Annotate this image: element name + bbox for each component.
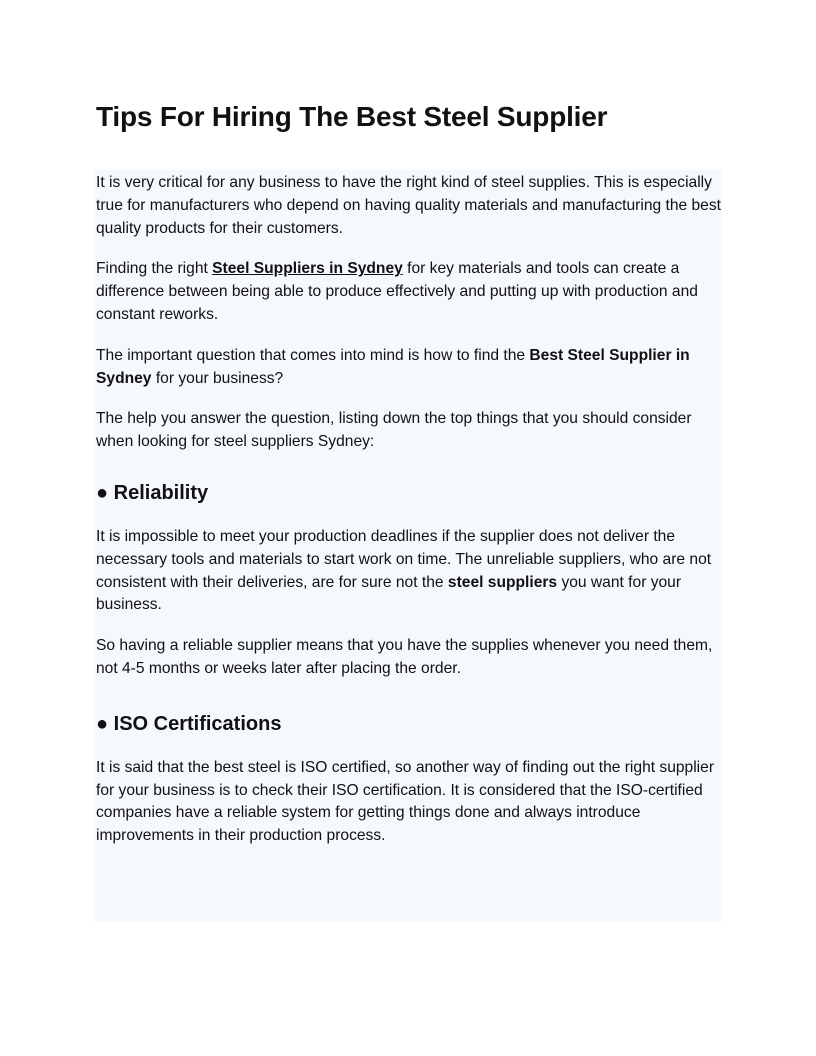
reliability-paragraph (96, 526, 726, 617)
text-segment: It is impossible to meet your production deadlines if the supplier does not deliver the necessary tools and materials to start work on time. The unreliable suppliers, who are not consistent with their deliveries, are for sure not the (96, 527, 712, 591)
iso-heading: ● ISO Certifications (96, 712, 282, 735)
iso-paragraph: It is said that the best steel is ISO certified, so another way of finding out the right supplier for your business is to check their ISO certification. It is considered that the ISO-certified companies have a reliable system for getting things done and always introduce improvements in their production process. (96, 758, 715, 845)
suppliers-paragraph (96, 258, 726, 326)
bold-phrase: Best Steel Supplier in Sydney (96, 346, 690, 387)
text-segment: for key materials and tools can create a difference between being able to produce effectively and putting up with production and constant reworks. (96, 260, 698, 323)
reliability-heading: ● Reliability (96, 481, 209, 504)
reliable-supplier-paragraph: So having a reliable supplier means that you have the supplies whenever you need them, not 4-5 months or weeks later after placing the order. (96, 637, 713, 677)
text-segment: The important question that comes into mind is how to find the (96, 346, 530, 364)
article-body (96, 172, 726, 866)
text-segment: for your business? (151, 369, 284, 387)
bold-phrase: steel suppliers (447, 573, 558, 591)
intro-paragraph: It is very critical for any business to have the right kind of steel supplies. This is especially true for manufacturers who depend on having quality materials and manufacturing the best quality products for their customers. (96, 174, 721, 237)
listing-paragraph: The help you answer the question, listing down the top things that you should consider when looking for steel suppliers Sydney: (96, 410, 692, 451)
question-paragraph (96, 345, 726, 391)
page-title: Tips For Hiring The Best Steel Supplier (96, 101, 608, 132)
text-segment: Finding the right (96, 260, 213, 278)
text-segment: you want for your business. (96, 573, 682, 614)
steel-suppliers-sydney-link[interactable]: Steel Suppliers in Sydney (212, 260, 403, 278)
